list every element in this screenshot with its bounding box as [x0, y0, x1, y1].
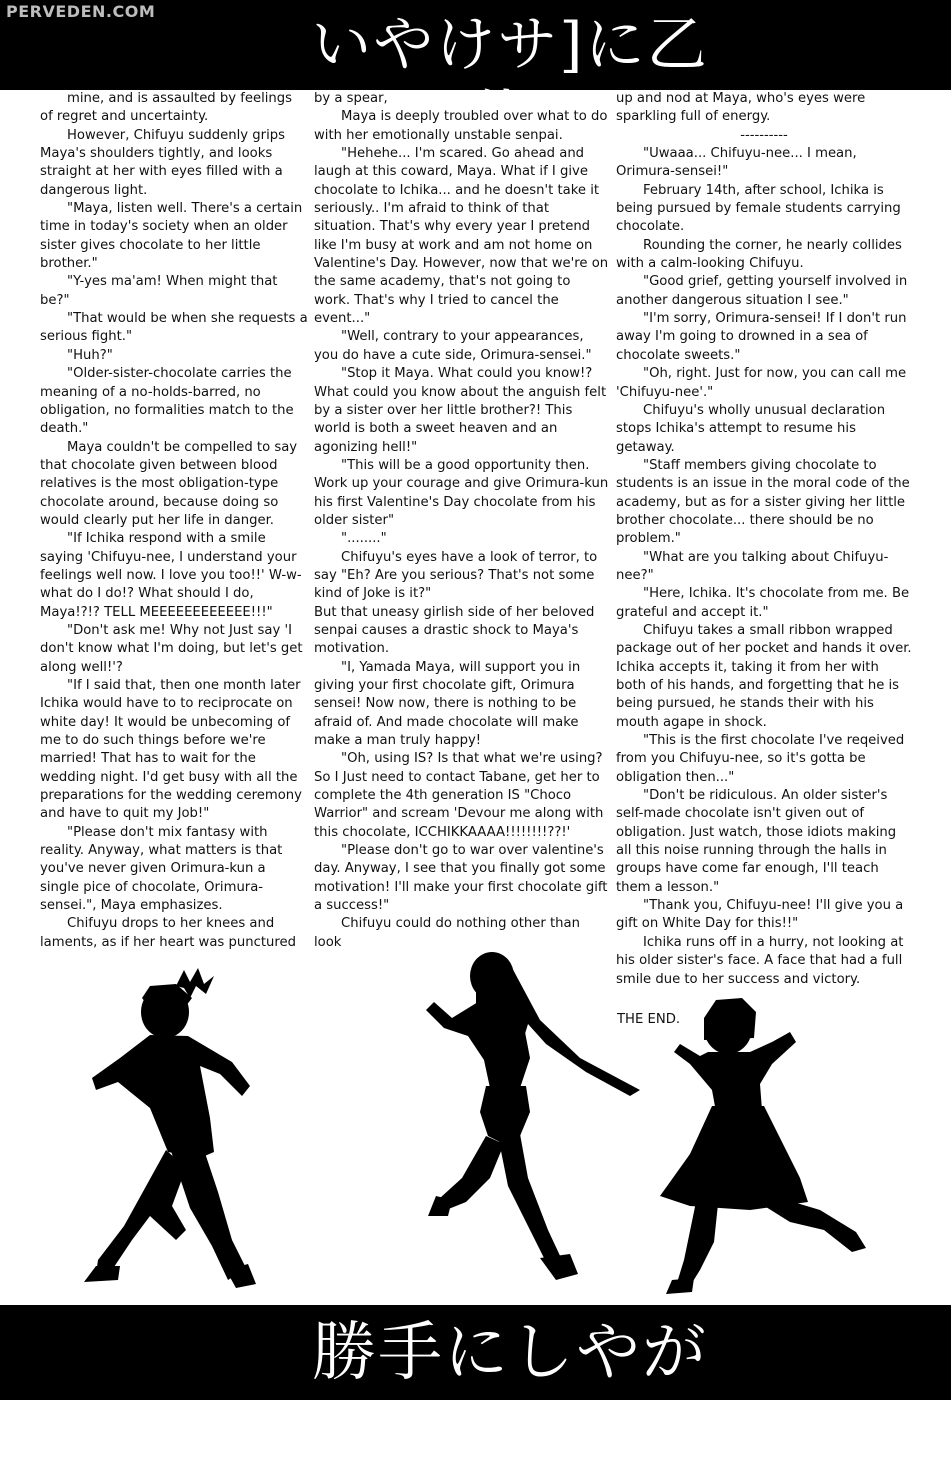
paragraph: "Here, Ichika. It's chocolate from me. Be grateful and accept it." — [616, 586, 910, 620]
paragraph: Chifuyu's wholly unusual declaration stops Ichika's attempt to resume his getaway. — [616, 402, 886, 455]
paragraph: Ichika runs off in a hurry, not looking at his older sister's face. A face that had a full smile due to her success and victory. — [616, 934, 904, 987]
paragraph: "I'm sorry, Orimura-sensei! If I don't run away I'm going to drowned in a sea of chocolate sweets." — [616, 311, 907, 363]
paragraph: "Hehehe... I'm scared. Go ahead and laugh at this coward, Maya. What if I give chocolate to Ichika... and he doesn't take it seriously.. I'm afraid to think of that situation. That's why every year I pretend like I'm busy at work and am not home on Valentine's Day. However, now that we're on the same academy, that's not going to work. That's why I tried to cancel the event..." — [314, 146, 609, 327]
paragraph: "Good grief, getting yourself involved in another dangerous situation I see." — [616, 274, 908, 308]
paragraph: "What are you talking about Chifuyu-nee?" — [616, 549, 889, 583]
paragraph: "If Ichika respond with a smile saying 'Chifuyu-nee, I understand your feelings well now. I love you too!!' W-w-what do I do!? What should I do, Maya!?!? TELL MEEEEEEEEEEEE!!!" — [40, 531, 302, 620]
paragraph: "Don't ask me! Why not Just say 'I don't know what I'm doing, but let's get along well!'? — [40, 622, 303, 675]
paragraph: "Older-sister-chocolate carries the meaning of a no-holds-barred, no obligation, no formalities match to the death." — [40, 366, 294, 437]
section-divider: ---------- — [740, 127, 788, 143]
paragraph: Maya couldn't be compelled to say that chocolate given between blood relatives is the most obligation-type chocolate around, because doing so would clearly put her life in danger. — [40, 439, 298, 528]
text-column-1 — [40, 90, 308, 952]
paragraph: February 14th, after school, Ichika is being pursued by female students carrying chocolate. — [616, 182, 901, 235]
paragraph: "Staff members giving chocolate to students is an issue in the moral code of the academy, but as for a sister giving her little brother chocolate... there should be no problem." — [616, 457, 910, 547]
the-end-label: THE END. — [617, 1012, 681, 1027]
paragraph: "Thank you, Chifuyu-nee! I'll give you a gift on White Day for this!!" — [616, 898, 904, 932]
paragraph: "Please don't mix fantasy with reality. Anyway, what matters is that you've never given Orimura-kun a single pice of chocolate, Orimura-sensei.", Maya emphasizes. — [40, 824, 283, 914]
paragraph: "........" — [341, 531, 387, 547]
paragraph: "That would be when she requests a serious fight." — [40, 311, 308, 345]
paragraph: Chifuyu's eyes have a look of terror, to say "Eh? Are you serious? That's not some kind of Joke is it?" — [314, 549, 598, 602]
paragraph: "Oh, using IS? Is that what we're using? So I Just need to contact Tabane, get her to complete the 4th generation IS "Choco Warrior" and scream 'Devour me along with this chocolate, ICCHIKKAAAA!!!!!!!!??!' — [314, 751, 604, 840]
footer-title: 勝手にしやがれ — [312, 1316, 708, 1470]
paragraph: "Huh?" — [67, 347, 113, 363]
watermark: PERVEDEN.COM — [6, 2, 156, 21]
paragraph: But that uneasy girlish side of her beloved senpai causes a drastic shock to Maya's motivation. — [314, 604, 595, 657]
paragraph: However, Chifuyu suddenly grips Maya's shoulders tightly, and looks straight at her with eyes filled with a dangerous light. — [40, 127, 285, 198]
paragraph: Rounding the corner, he nearly collides with a calm-looking Chifuyu. — [616, 237, 902, 272]
paragraph: "Well, contrary to your appearances, you do have a cute side, Orimura-sensei." — [314, 329, 592, 363]
paragraph: Chifuyu drops to her knees and laments, as if her heart was punctured — [40, 916, 296, 950]
paragraph: Maya is deeply troubled over what to do with her emotionally unstable senpai. — [314, 109, 608, 143]
paragraph: by a spear, — [314, 91, 388, 106]
page-title: いやけサ]に乙潮 — [311, 10, 709, 154]
paragraph: "Stop it Maya. What could you know!? What could you know about the anguish felt by a sister over her little brother?! This world is both a sweet heaven and an agonizing hell!" — [314, 366, 607, 455]
paragraph: "This is the first chocolate I've reqeived from you Chifuyu-nee, so it's gotta be obligation then..." — [616, 733, 905, 785]
footer-banner — [0, 1305, 951, 1470]
text-column-2 — [314, 90, 610, 952]
tall-woman-silhouette — [426, 952, 640, 1280]
paragraph: "Maya, listen well. There's a certain time in today's society when an older sister gives chocolate to her little brother." — [40, 201, 303, 272]
paragraph: "Oh, right. Just for now, you can call me 'Chifuyu-nee'." — [616, 366, 907, 400]
paragraph: "This will be a good opportunity then. Work up your courage and give Orimura-kun his first Valentine's Day chocolate from his older sister" — [314, 457, 609, 528]
paragraph: "I, Yamada Maya, will support you in giving your first chocolate gift, Orimura sensei! Now now, there is nothing to be afraid of. And made chocolate will make make a man truly happy! — [314, 659, 581, 749]
paragraph: mine, and is assaulted by feelings of regret and uncertainty. — [40, 91, 293, 125]
paragraph: Chifuyu could do nothing other than look — [314, 916, 580, 950]
paragraph: "Uwaaa... Chifuyu-nee... I mean, Orimura-sensei!" — [616, 146, 857, 180]
text-column-3 — [616, 90, 912, 989]
paragraph: Chifuyu takes a small ribbon wrapped package out of her pocket and hands it over. Ichika accepts it, taking it from her with both of his hands, and forgetting that he is being pursued, he stands their with his mouth agape in shock. — [616, 622, 912, 730]
paragraph: "Don't be ridiculous. An older sister's self-made chocolate isn't given out of obligation. Just watch, those idiots making all this noise running through the halls in groups have come far enough, I'll teach them a lesson." — [616, 788, 897, 895]
paragraph: "If I said that, then one month later Ichika would have to to reciprocate on white day! It would be unbecoming of me to do such things before we're married! That has to wait for the wedding night. I'd get busy with all the preparations for the wedding ceremony and have to quit my Job!" — [40, 678, 302, 822]
paragraph: "Please don't go to war over valentine's day. Anyway, I see that you finally got some motivation! I'll make your first chocolate gift a success!" — [314, 843, 608, 914]
paragraph: "Y-yes ma'am! When might that be?" — [40, 274, 278, 308]
paragraph: up and nod at Maya, who's eyes were sparkling full of energy. — [616, 91, 866, 125]
running-silhouettes-illustration — [0, 940, 951, 1305]
boy-silhouette — [84, 968, 256, 1288]
girl-in-dress-silhouette — [660, 998, 866, 1294]
